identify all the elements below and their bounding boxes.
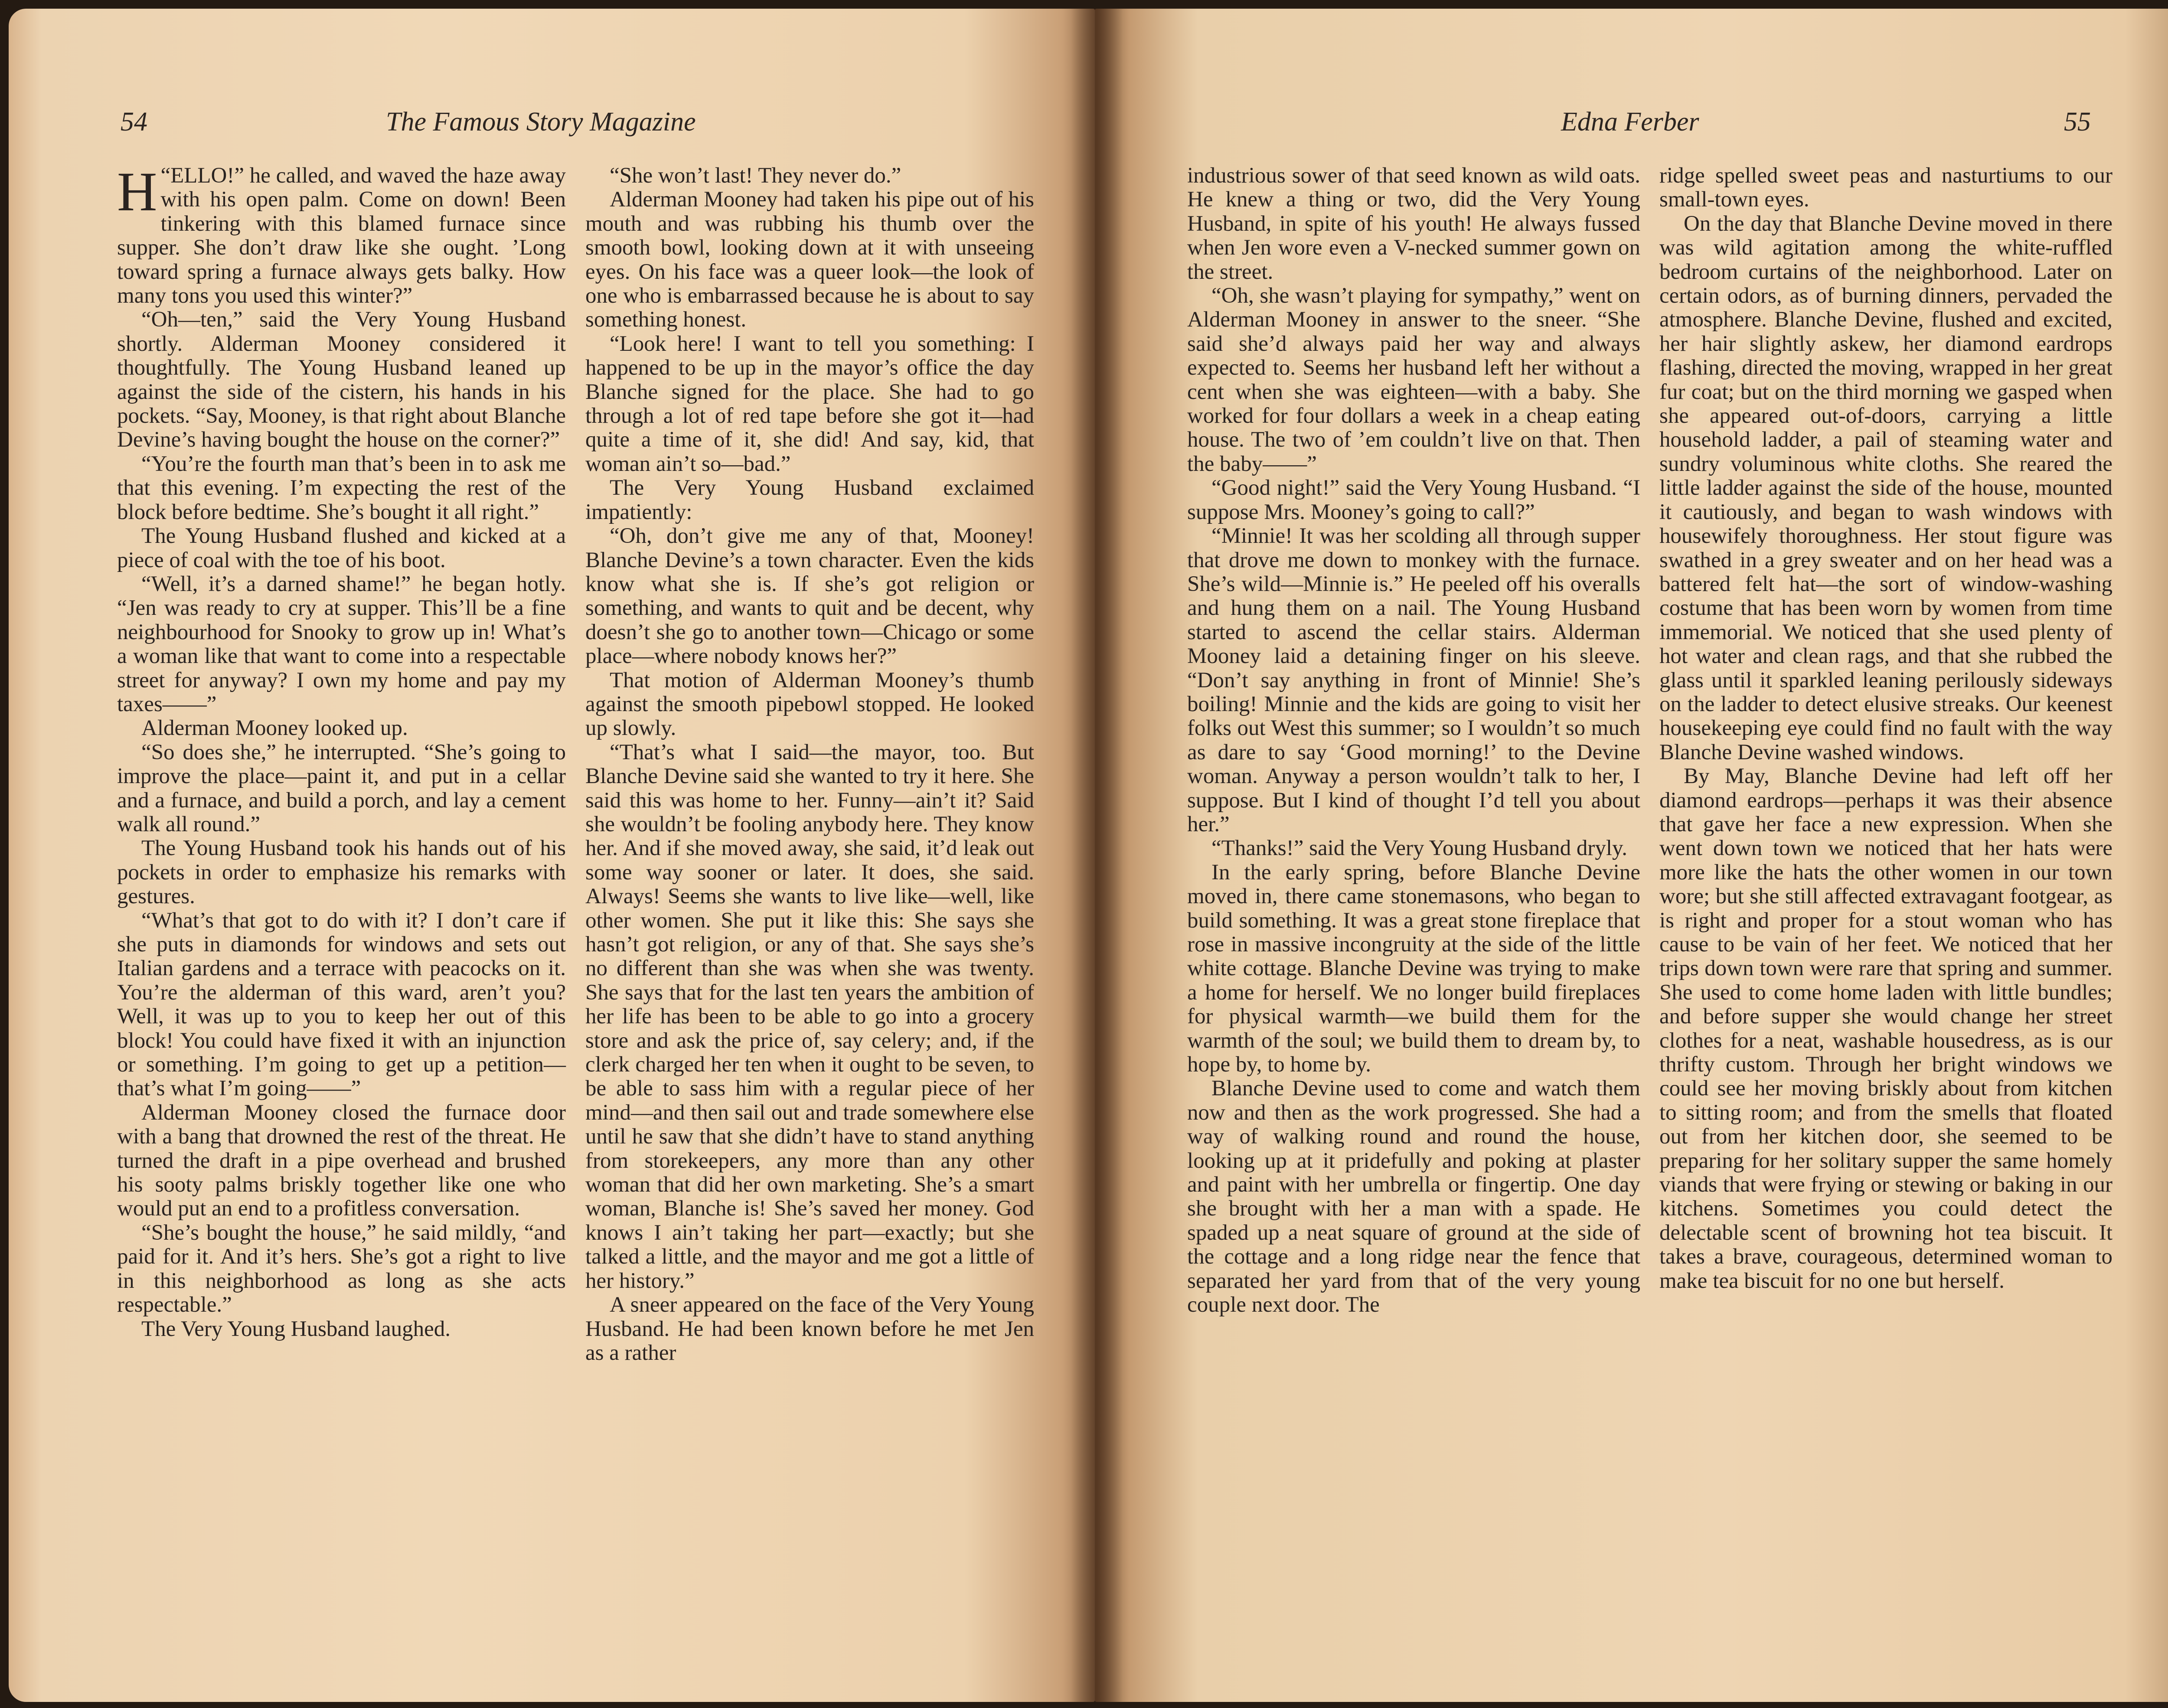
- paragraph: A sneer appeared on the face of the Very Young Husband. He had been known before he met Jen as a rather: [585, 1293, 1034, 1365]
- paragraph: “She won’t last! They never do.”: [610, 163, 901, 188]
- page-number-right: 55: [2064, 107, 2091, 137]
- paragraph: The Very Young Husband exclaimed impatiently:: [585, 476, 1034, 524]
- running-head-right: Edna Ferber: [1561, 107, 1699, 137]
- paragraph: “That’s what I said—the mayor, too. But Blanche Devine said she wanted to try it here. She said this was home to her. Funny—ain’t it? Said she wouldn’t be fooling anybody here. They know her. And if she moved away, she said, it’d leak out some way sooner or later. It does, she said. Always! Seems she wants to live like—well, like other women. She put it like this: She says she hasn’t got religion, or any of that. She says she’s no different than she was when she was twenty. She says that for the last ten years the ambition of her life has been to be able to go into a grocery store and ask the price of, say celery; and, if the clerk charged her ten when it ought to be seven, to be able to sass him with a regular piece of her mind—and then sail out and trade somewhere else until he saw that she didn’t have to stand anything from storekeepers, any more than any other woman that did her own marketing. She’s a smart woman, Blanche is! She’s saved her money. God knows I ain’t taking her part—exactly; but she talked a little, and the mayor and me got a little of her history.”: [585, 740, 1034, 1293]
- left-column-2: [585, 164, 1034, 1365]
- continued-paragraph: ridge spelled sweet peas and nasturtiums to our small-town eyes.: [1659, 163, 2112, 212]
- paragraph: Alderman Mooney closed the furnace door with a bang that drowned the rest of the threat. He turned the draft in a pipe overhead and brushed his sooty palms briskly together like one who would put an end to a profitless conversation.: [117, 1100, 566, 1221]
- right-column-1: [1187, 164, 1640, 1317]
- paragraph: “Minnie! It was her scolding all through supper that drove me down to monkey with the furnace. She’s wild—Minnie is.” He peeled off his overalls and hung them on a nail. The Young Husband started to ascend the cellar stairs. Alderman Mooney laid a detaining finger on his sleeve. “Don’t say anything in front of Minnie! She’s boiling! Minnie and the kids are going to visit her folks out West this summer; so I wouldn’t so much as dare to say ‘Good morning!’ to the Devine woman. Anyway a person wouldn’t talk to her, I suppose. But I kind of thought I’d tell you about her.”: [1187, 524, 1640, 836]
- paragraph: “Oh, don’t give me any of that, Mooney! Blanche Devine’s a town character. Even the kids know what she is. If she’s got religion or something, and wants to quit and be decent, why doesn’t she go to another town—Chicago or some place—where nobody knows her?”: [585, 524, 1034, 669]
- right-column-2: [1659, 164, 2112, 1293]
- paragraph: “Look here! I want to tell you something: I happened to be up in the mayor’s office the day Blanche signed for the place. She had to go through a lot of red tape before she got it—had quite a time of it, she did! And say, kid, that woman ain’t so—bad.”: [585, 331, 1034, 476]
- drop-cap: H: [117, 161, 157, 222]
- left-page: [9, 9, 1095, 1702]
- continued-paragraph: industrious sower of that seed known as wild oats. He knew a thing or two, did the Very Young Husband, in spite of his youth! He always fussed when Jen wore even a V-necked summer gown on the street.: [1187, 163, 1640, 284]
- paragraph: The Young Husband flushed and kicked at a piece of coal with the toe of his boot.: [117, 524, 566, 572]
- paragraph: “Oh, she wasn’t playing for sympathy,” went on Alderman Mooney in answer to the sneer. “She said she’d always paid her way and always expected to. Seems her husband left her without a cent when she was eighteen—with a baby. She worked for four dollars a week in a cheap eating house. The two of ’em couldn’t live on that. Then the baby——”: [1187, 284, 1640, 476]
- paragraph: “You’re the fourth man that’s been in to ask me that this evening. I’m expecting the rest of the block before bedtime. She’s bought it all right.”: [117, 451, 566, 524]
- page-number-left: 54: [121, 107, 147, 137]
- paragraph: “Good night!” said the Very Young Husband. “I suppose Mrs. Mooney’s going to call?”: [1187, 476, 1640, 524]
- paragraph: “Oh—ten,” said the Very Young Husband shortly. Alderman Mooney considered it thoughtfully. The Young Husband leaned up against the side of the cistern, his hands in his pockets. “Say, Mooney, is that right about Blanche Devine’s having bought the house on the corner?”: [117, 307, 566, 452]
- paragraph: “What’s that got to do with it? I don’t care if she puts in diamonds for windows and sets out Italian gardens and a terrace with peacocks on it. You’re the alderman of this ward, aren’t you? Well, it was up to you to keep her out of this block! You could have fixed it with an injunction or something. I’m going to get up a petition—that’s what I’m going——”: [117, 908, 566, 1101]
- paragraph: In the early spring, before Blanche Devine moved in, there came stonemasons, who began to build something. It was a great stone fireplace that rose in massive incongruity at the side of the little white cottage. Blanche Devine was trying to make a home for herself. We no longer build fireplaces for physical warmth—we build them for the warmth of the soul; we build them to dream by, to hope by, to home by.: [1187, 860, 1640, 1077]
- paragraph: The Very Young Husband laughed.: [141, 1316, 451, 1341]
- opening-paragraph: [117, 161, 566, 308]
- paragraph: “Well, it’s a darned shame!” he began hotly. “Jen was ready to cry at supper. This’ll be a fine neighbourhood for Snooky to grow up in! What’s a woman like that want to come into a respectable street for anyway? I own my home and pay my taxes——”: [117, 572, 566, 716]
- paragraph: The Young Husband took his hands out of his pockets in order to emphasize his remarks with gestures.: [117, 836, 566, 909]
- paragraph: That motion of Alderman Mooney’s thumb against the smooth pipebowl stopped. He looked up slowly.: [585, 668, 1034, 741]
- paragraph: On the day that Blanche Devine moved in there was wild agitation among the white-ruffled bedroom curtains of the neighborhood. Later on certain odors, as of burning dinners, pervaded the atmosphere. Blanche Devine, flushed and excited, her hair slightly askew, her diamond eardrops flashing, directed the moving, wrapped in her great fur coat; but on the third morning we gasped when she appeared out-of-doors, carrying a little household ladder, a pail of steaming water and sundry voluminous white cloths. She reared the little ladder against the side of the house, mounted it cautiously, and began to wash windows with housewifely thoroughness. Her stout figure was swathed in a grey sweater and on her head was a battered felt hat—the sort of window-washing costume that has been worn by women from time immemorial. We noticed that she used plenty of hot water and clean rags, and that she rubbed the glass until it sparkled leaning perilously sideways on the ladder to detect elusive streaks. Our keenest housekeeping eye could find no fault with the way Blanche Devine washed windows.: [1659, 211, 2112, 764]
- left-column-1: [117, 161, 566, 1341]
- paragraph: Blanche Devine used to come and watch them now and then as the work progressed. She had a way of walking round and round the house, looking up at it pridefully and poking at plaster and paint with her umbrella or fingertip. One day she brought with her a man with a spade. He spaded up a neat square of ground at the side of the cottage and a long ridge near the fence that separated her yard from that of the very young couple next door. The: [1187, 1076, 1640, 1317]
- paragraph: “So does she,” he interrupted. “She’s going to improve the place—paint it, and put in a cellar and a furnace, and build a porch, and lay a cement walk all round.”: [117, 740, 566, 836]
- right-page: [1095, 9, 2168, 1702]
- paragraph: Alderman Mooney looked up.: [141, 716, 408, 741]
- paragraph: Alderman Mooney had taken his pipe out of his mouth and was rubbing his thumb over the smooth bowl, looking down at it with unseeing eyes. On his face was a queer look—the look of one who is embarrassed because he is about to say something honest.: [585, 187, 1034, 332]
- running-head-left: The Famous Story Magazine: [386, 107, 696, 137]
- opening-quote: “: [160, 163, 171, 188]
- paragraph: “Thanks!” said the Very Young Husband dryly.: [1211, 836, 1627, 861]
- paragraph: By May, Blanche Devine had left off her diamond eardrops—perhaps it was their absence that gave her face a new expression. When she went down town we noticed that her hats were more like the hats the other women in our town wore; but she still affected extravagant footgear, as is right and proper for a stout woman who has cause to be vain of her feet. We noticed that her trips down town were rare that spring and summer. She used to come home laden with little bundles; and before supper she would change her street clothes for a neat, washable housedress, as is our thrifty custom. Through her bright windows we could see her moving briskly about from kitchen to sitting room; and from the smells that floated out from her kitchen door, she seemed to be preparing for her solitary supper the same homely viands that were frying or stewing or baking in our kitchens. Sometimes you could detect the delectable scent of browning hot tea biscuit. It takes a brave, courageous, determined woman to make tea biscuit for no one but herself.: [1659, 764, 2112, 1293]
- paragraph: “She’s bought the house,” he said mildly, “and paid for it. And it’s hers. She’s got a right to live in this neighborhood as long as she acts respectable.”: [117, 1220, 566, 1317]
- opening-text: ELLO!” he called, and waved the haze away with his open palm. Come on down! Been tinkering with this blamed furnace since supper. She don’t draw like she ought. ’Long toward spring a furnace always gets balky. How many tons you used this winter?”: [117, 163, 566, 308]
